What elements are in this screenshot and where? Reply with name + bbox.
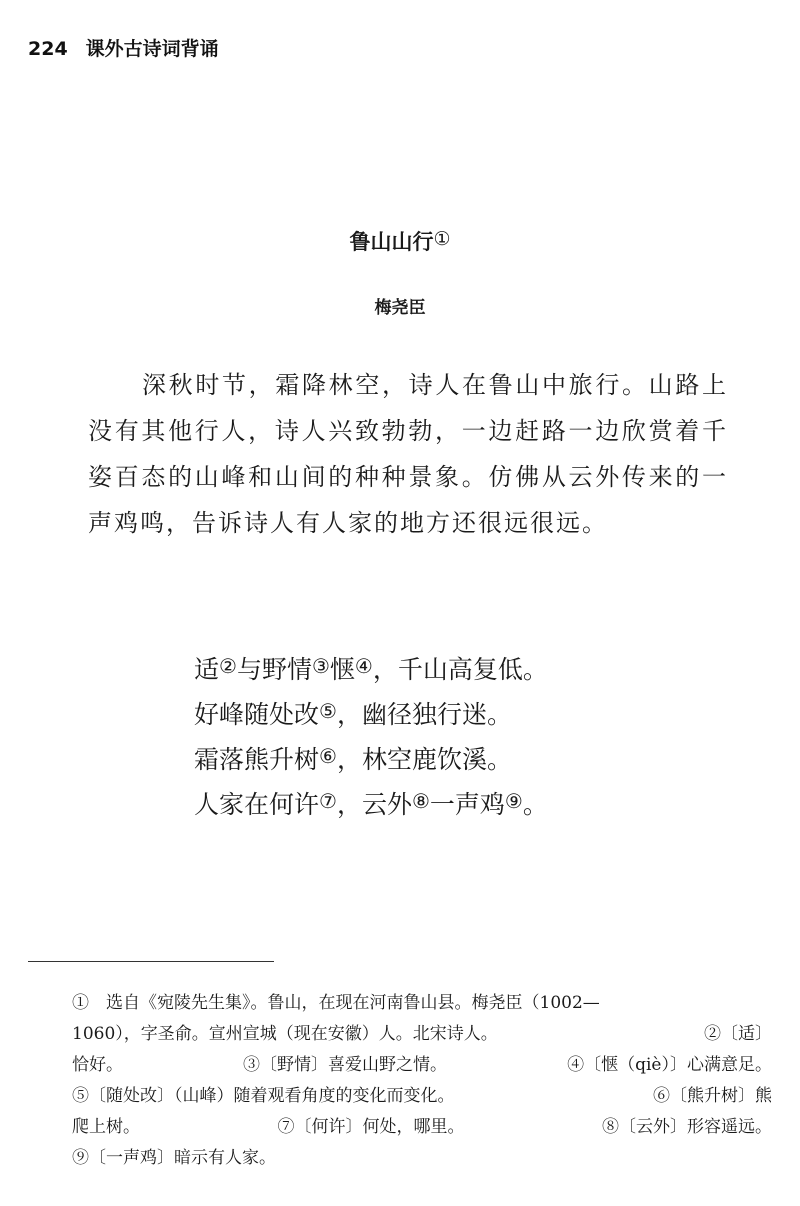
verse-text: ，千山高复低。: [372, 655, 548, 684]
footnote-text: ⑧〔云外〕形容遥远。: [602, 1117, 772, 1137]
note-marker: ④: [354, 654, 373, 678]
note-marker: ⑤: [319, 699, 337, 723]
footnote-text: 爬上树。: [72, 1117, 140, 1137]
note-marker: ⑧: [411, 789, 430, 813]
verse-text: 一声鸡: [429, 790, 505, 819]
verse-line-1: [194, 644, 754, 689]
note-marker: ⑥: [319, 744, 337, 768]
footnote-line: [72, 1050, 772, 1081]
verse-line-3: [194, 734, 754, 779]
verse-text: 。: [522, 790, 548, 819]
verse-text: ，林空鹿饮溪。: [336, 745, 512, 774]
footnote-text: ②〔适〕: [704, 1024, 772, 1044]
footnote-text: ④〔惬（qiè）〕心满意足。: [567, 1055, 772, 1075]
footnote-line: [72, 1019, 772, 1050]
poem-title: [0, 226, 800, 256]
note-marker: ③: [311, 654, 330, 678]
note-marker: ⑦: [319, 789, 337, 813]
footnote-text: ⑥〔熊升树〕熊: [653, 1086, 772, 1106]
footnote-text: ③〔野情〕喜爱山野之情。: [243, 1055, 448, 1075]
footnotes: [72, 988, 772, 1174]
note-marker: ②: [219, 654, 237, 678]
footnote-line: [72, 988, 772, 1019]
note-marker: ⑨: [504, 789, 523, 813]
verse-text: 与野情: [236, 655, 312, 684]
footnote-text: 1060），字圣俞。宣州宣城（现在安徽）人。北宋诗人。: [72, 1024, 498, 1044]
verse-text: 适: [194, 655, 220, 684]
footnote-divider: [28, 961, 274, 962]
poem-author: 梅尧臣: [374, 298, 426, 318]
footnote-line: [72, 1081, 772, 1112]
verse-line-4: [194, 779, 754, 824]
footnote-text: ① 选自《宛陵先生集》。鲁山，在现在河南鲁山县。梅尧臣（1002—: [72, 993, 600, 1013]
poem-title-note-marker: ①: [433, 228, 451, 250]
verse-text: ，云外: [336, 790, 412, 819]
footnote-text: ⑦〔何许〕何处，哪里。: [277, 1117, 465, 1137]
footnote-line: [72, 1112, 772, 1143]
footnote-text: ⑤〔随处改〕（山峰）随着观看角度的变化而变化。: [72, 1086, 455, 1106]
page-number: 224: [28, 38, 68, 60]
poem-title-text: 鲁山山行: [349, 230, 434, 254]
verse-text: 好峰随处改: [194, 700, 320, 729]
footnote-line: [72, 1143, 772, 1174]
poem-verses: [194, 644, 754, 824]
verse-line-2: [194, 689, 754, 734]
footnote-text: 恰好。: [72, 1055, 123, 1075]
verse-text: ，幽径独行迷。: [336, 700, 512, 729]
page-header: [28, 34, 219, 64]
verse-text: 惬: [329, 655, 355, 684]
verse-text: 人家在何许: [194, 790, 320, 819]
footnote-text: ⑨〔一声鸡〕暗示有人家。: [72, 1148, 276, 1168]
poem-intro: 深秋时节，霜降林空，诗人在鲁山中旅行。山路上没有其他行人，诗人兴致勃勃，一边赶路一边欣赏着千姿百态的山峰和山间的种种景象。仿佛从云外传来的一声鸡鸣，告诉诗人有人家的地方还很远很远。: [88, 371, 728, 537]
running-title: 课外古诗词背诵: [85, 38, 219, 60]
verse-text: 霜落熊升树: [194, 745, 320, 774]
